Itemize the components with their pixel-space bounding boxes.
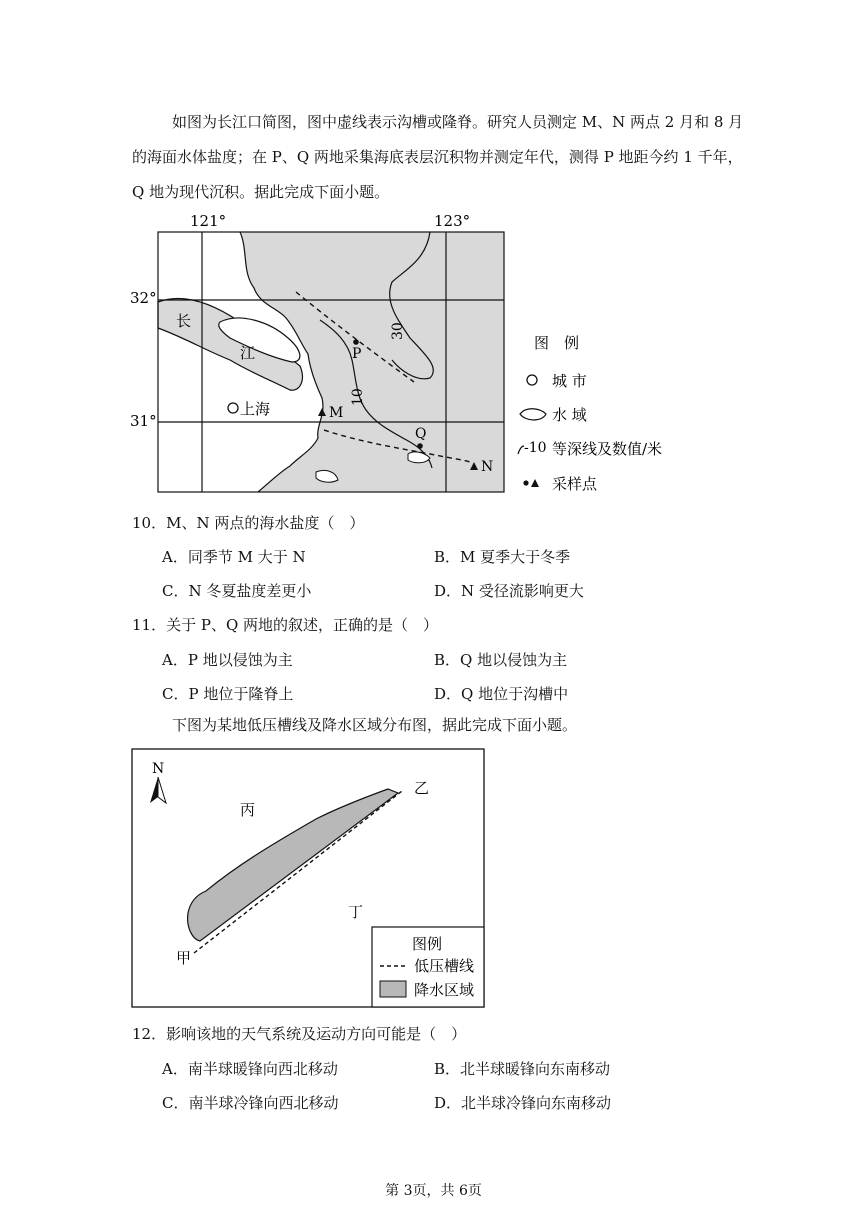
question-10-stem: 10．M、N 两点的海水盐度（ ） [132,514,365,532]
lon-123-label: 123° [434,212,471,230]
q12-option-d: D．北半球冷锋向东南移动 [434,1094,612,1112]
lat-32-label: 32° [130,289,157,307]
legend-city-icon [527,375,537,385]
label-jia: 甲 [176,949,192,967]
map1-legend [518,334,662,493]
point-n-label: N [481,459,494,475]
legend-contour-value: -10 [524,440,547,456]
point-m-label: M [329,405,344,421]
intro-line-2: 的海面水体盐度；在 P、Q 两地采集海底表层沉积物并测定年代，测得 P 地距今约 1 千年， [132,148,743,166]
intro-line-1: 如图为长江口简图，图中虚线表示沟槽或隆脊。研究人员测定 M、N 两点 2 月和 8 月 [172,113,744,131]
q11-option-d: D．Q 地位于沟槽中 [434,685,569,703]
question-12-stem: 12．影响该地的天气系统及运动方向可能是（ ） [132,1025,467,1043]
label-ding: 丁 [348,903,364,921]
trough-map [130,745,490,1011]
river-label-2: 江 [240,344,256,362]
page-footer: 第 3页，共 6页 [385,1183,482,1199]
q10-option-a: A．同季节 M 大于 N [162,548,306,566]
legend2-rain-icon [380,981,406,997]
q10-option-c: C．N 冬夏盐度差更小 [162,582,312,600]
legend2-title: 图例 [412,935,443,953]
q12-option-a: A．南半球暖锋向西北移动 [162,1060,338,1078]
legend-water: 水 域 [552,406,587,424]
q12-option-c: C．南半球冷锋向西北移动 [162,1094,339,1112]
point-p-label: P [352,346,362,362]
intro-2: 下图为某地低压槽线及降水区域分布图，据此完成下面小题。 [172,716,578,734]
lon-121-label: 121° [190,212,227,230]
q11-option-a: A．P 地以侵蚀为主 [162,651,293,669]
point-q-label: Q [415,426,427,442]
question-11-stem: 11．关于 P、Q 两地的叙述，正确的是（ ） [132,616,439,634]
legend-sample-dot [523,480,528,485]
city-label: 上海 [240,400,271,418]
legend2-rain: 降水区域 [414,981,475,999]
q11-option-b: B．Q 地以侵蚀为主 [434,651,568,669]
contour-10-label: 10 [350,388,366,406]
q10-option-d: D．N 受径流影响更大 [434,582,584,600]
legend-sample-triangle [531,479,539,487]
north-label: N [152,761,165,777]
label-bing: 丙 [240,801,256,819]
legend-water-icon [520,409,546,420]
legend-title: 图 例 [534,334,580,352]
legend-contour: 等深线及数值/米 [552,440,663,458]
river-label-1: 长 [176,312,192,330]
sample-point-q [417,443,423,449]
q11-option-c: C．P 地位于隆脊上 [162,685,294,703]
legend-city: 城 市 [552,372,587,390]
contour-30-label: 30 [390,322,406,340]
legend2-trough: 低压槽线 [414,957,475,975]
sample-point-p [353,339,359,345]
intro-line-3: Q 地为现代沉积。据此完成下面小题。 [132,183,390,201]
legend-sample: 采样点 [552,475,598,493]
q12-option-b: B．北半球暖锋向东南移动 [434,1060,611,1078]
lat-31-label: 31° [130,412,157,430]
yangtze-estuary-map [130,210,690,500]
label-yi: 乙 [414,779,430,797]
q10-option-b: B．M 夏季大于冬季 [434,548,571,566]
